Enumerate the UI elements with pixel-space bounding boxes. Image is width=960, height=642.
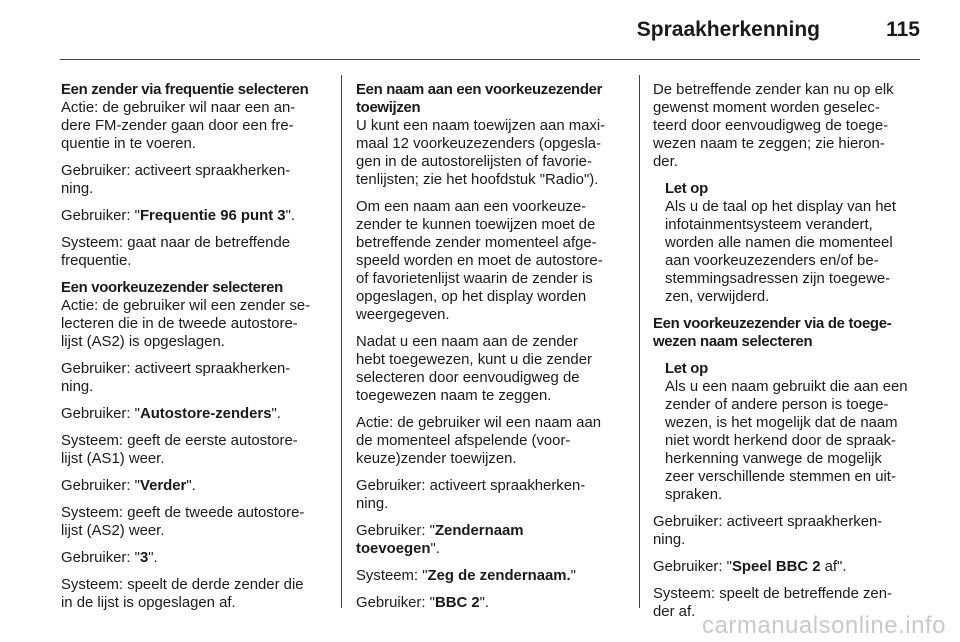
paragraph: Gebruiker: activeert spraakherken- ning. <box>356 478 586 512</box>
voice-command: Speel BBC 2 <box>731 559 821 575</box>
voice-command: 3 <box>139 550 149 566</box>
paragraph: Gebruiker: "Autostore-zenders". <box>61 406 281 422</box>
paragraph: Systeem: geeft de eerste autostore- lijst (AS1) weer. <box>61 433 298 467</box>
paragraph: Gebruiker: "3". <box>61 550 158 566</box>
paragraph: Actie: de gebruiker wil een zender se- lecteren die in de tweede autostore- lijst (AS2) is opgeslagen. <box>61 298 311 350</box>
paragraph: Systeem: "Zeg de zendernaam." <box>356 568 576 584</box>
column-divider-1 <box>341 75 342 608</box>
voice-command: BBC 2 <box>434 595 480 611</box>
paragraph: Systeem: gaat naar de betreffende frequentie. <box>61 235 291 269</box>
column-3 <box>653 81 921 630</box>
column-divider-2 <box>639 75 640 608</box>
voice-command: Autostore-zenders <box>139 406 272 422</box>
paragraph: Om een naam aan een voorkeuze- zender te kunnen toewijzen moet de betreffende zender momenteel afge- speeld worden en moet de autostore- of favorietenlijst waarin de zender is opgeslagen, op het display worden weergegeven. <box>356 199 603 323</box>
paragraph: Actie: de gebruiker wil een naam aan de momenteel afspelende (voor- keuze)zender toewijzen. <box>356 415 602 467</box>
paragraph: Actie: de gebruiker wil naar een an- dere FM-zender gaan door een fre- quentie in te voeren. <box>61 100 296 152</box>
header-rule <box>60 59 920 60</box>
page-number: 115 <box>886 18 920 41</box>
paragraph: Gebruiker: activeert spraakherken- ning. <box>61 163 291 197</box>
section-heading: Een voorkeuzezender selecteren <box>61 280 283 296</box>
paragraph: Systeem: speelt de derde zender die in de lijst is opgeslagen af. <box>61 577 304 611</box>
paragraph: De betreffende zender kan nu op elk gewenst moment worden geselec- teerd door eenvoudigweg de toege- wezen naam te zeggen; zie hieron- der. <box>653 82 894 170</box>
voice-response: Zeg de zendernaam. <box>427 568 571 584</box>
note-body: Als u een naam gebruikt die aan een zender of andere person is toege- wezen, is het mogelijk dat de naam niet wordt herkend door de spraak- herkenning vanwege de mogelijk zeer verschillende stemmen en uit- spraken. <box>665 379 908 503</box>
paragraph: Gebruiker: "Speel BBC 2 af". <box>653 559 847 575</box>
voice-command: Frequentie 96 punt 3 <box>139 208 286 224</box>
voice-command: Verder <box>139 478 187 494</box>
page-header <box>0 0 960 60</box>
column-2 <box>356 81 624 621</box>
paragraph: U kunt een naam toewijzen aan maxi- maal 12 voorkeuzezenders (opgesla- gen in de autostorelijsten of favorie- tenlijsten; zie het hoofdstuk "Radio"). <box>356 118 606 188</box>
note-heading: Let op <box>665 361 708 377</box>
column-1 <box>61 81 331 621</box>
paragraph: Gebruiker: "BBC 2". <box>356 595 490 611</box>
paragraph: Gebruiker: activeert spraakherken- ning. <box>61 361 291 395</box>
section-heading: Een zender via frequentie selecteren <box>61 82 309 98</box>
note-heading: Let op <box>665 181 708 197</box>
watermark: carmanualsonline.info <box>702 612 946 639</box>
section-heading: Een voorkeuzezender via de toege- wezen naam selecteren <box>653 316 892 350</box>
paragraph: Nadat u een naam aan de zender hebt toegewezen, kunt u die zender selecteren door eenvoudigweg de toegewezen naam te zeggen. <box>356 334 592 404</box>
paragraph: Gebruiker: "Zendernaam toevoegen". <box>356 523 524 557</box>
section-heading: Een naam aan een voorkeuzezender toewijzen <box>356 82 603 116</box>
paragraph: Gebruiker: "Verder". <box>61 478 196 494</box>
note-body: Als u de taal op het display van het infotainmentsysteem verandert, worden alle namen die momenteel aan voorkeuzezenders en/of be- stemmingsadressen zijn toegewe- zen, verwijderd. <box>665 199 896 305</box>
paragraph: Systeem: geeft de tweede autostore- lijst (AS2) weer. <box>61 505 305 539</box>
paragraph: Gebruiker: activeert spraakherken- ning. <box>653 514 883 548</box>
paragraph: Systeem: speelt de betreffende zen- der af. <box>653 586 892 620</box>
note-box <box>665 180 921 306</box>
note-box <box>665 360 921 504</box>
voice-command: Zendernaam toevoegen <box>356 523 524 557</box>
paragraph: Gebruiker: "Frequentie 96 punt 3". <box>61 208 296 224</box>
page-title: Spraakherkenning <box>636 18 820 41</box>
